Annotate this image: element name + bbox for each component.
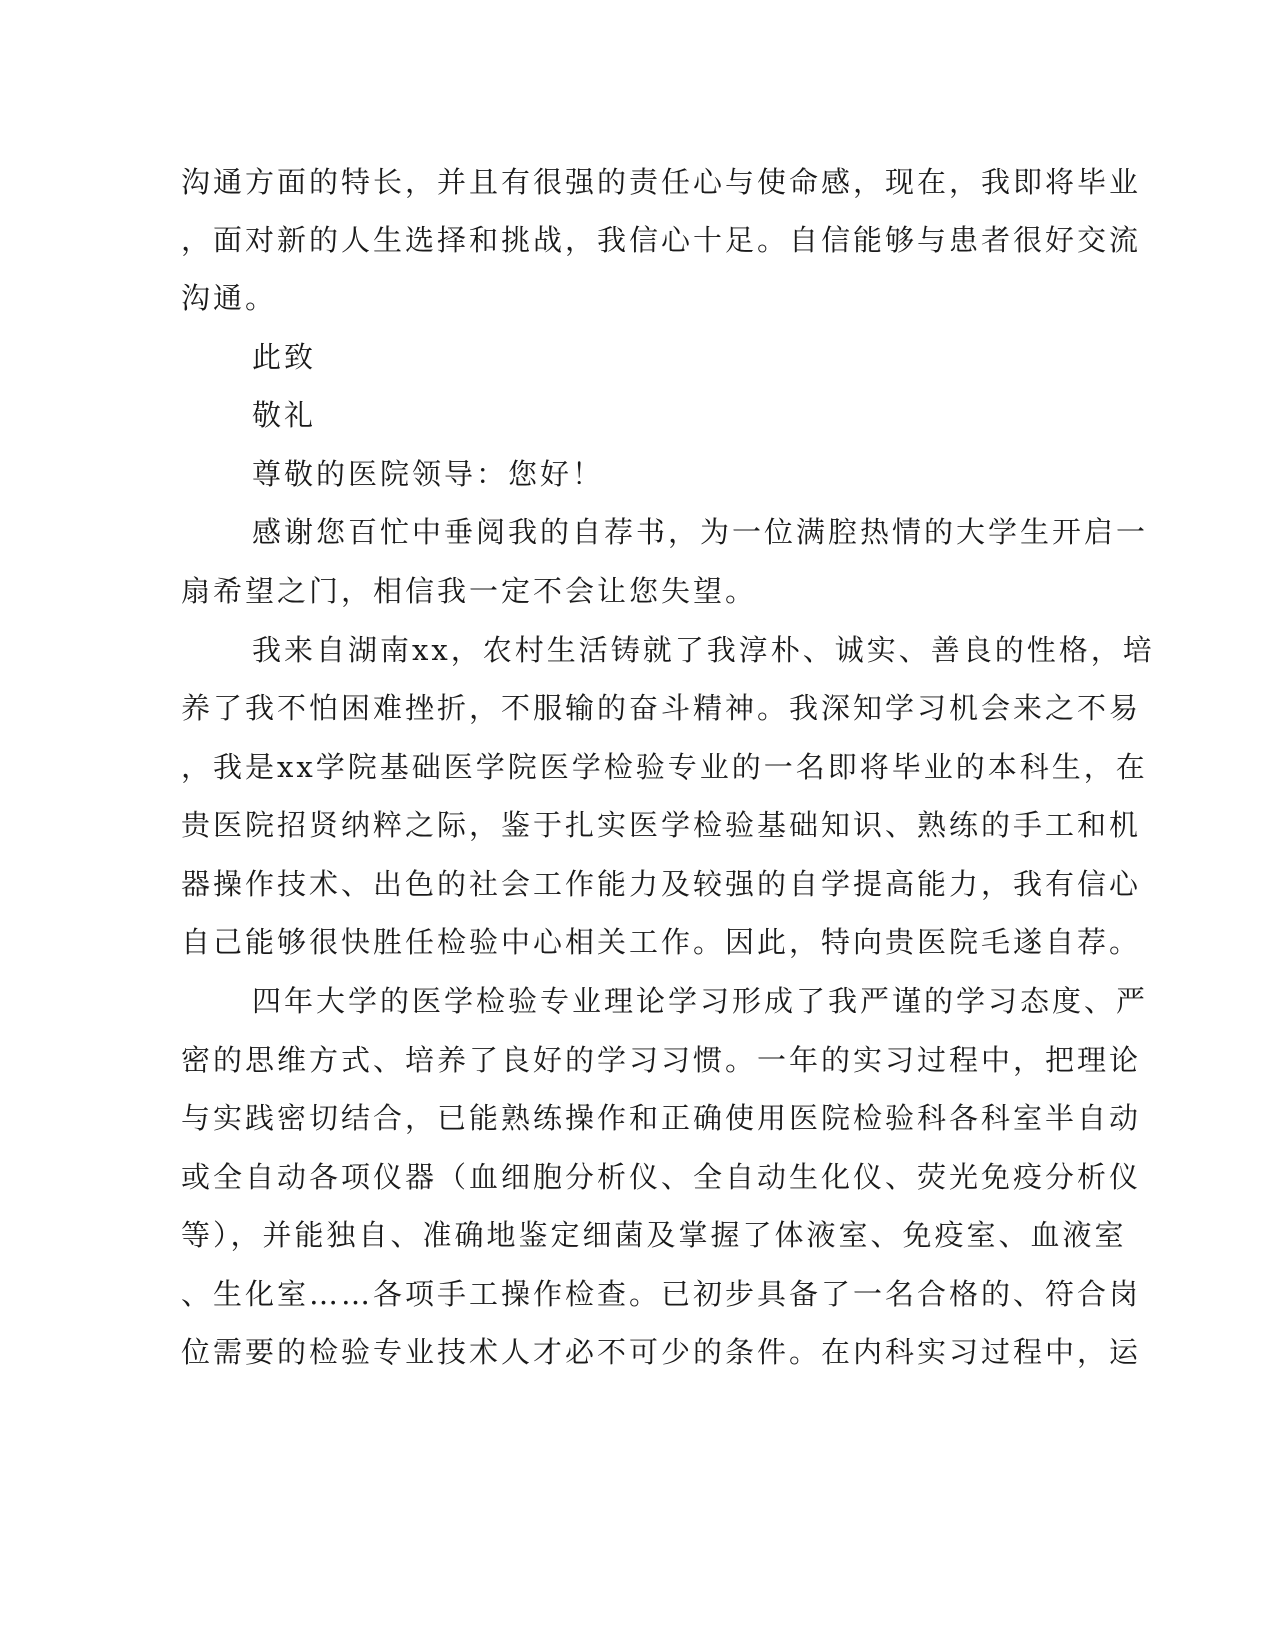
text-line: 沟通。 (181, 281, 278, 315)
text-line: 沟通方面的特长，并且有很强的责任心与使命感，现在，我即将毕业 (181, 165, 1142, 199)
text-line: 自己能够很快胜任检验中心相关工作。因此，特向贵医院毛遂自荐。 (181, 925, 1142, 959)
text-line: 位需要的检验专业技术人才必不可少的条件。在内科实习过程中，运 (181, 1335, 1142, 1369)
text-line: 或全自动各项仪器（血细胞分析仪、全自动生化仪、荧光免疫分析仪 (181, 1160, 1142, 1194)
text-line: ，我是xx学院基础医学院医学检验专业的一名即将毕业的本科生，在 (181, 750, 1148, 784)
text-line: 感谢您百忙中垂阅我的自荐书，为一位满腔热情的大学生开启一 (252, 515, 1149, 549)
text-line: 扇希望之门，相信我一定不会让您失望。 (181, 574, 758, 608)
greeting-line: 尊敬的医院领导：您好！ (252, 457, 605, 491)
text-line: 养了我不怕困难挫折，不服输的奋斗精神。我深知学习机会来之不易 (181, 691, 1142, 725)
text-line: 密的思维方式、培养了良好的学习习惯。一年的实习过程中，把理论 (181, 1043, 1142, 1077)
closing-salutation: 此致 (252, 340, 317, 374)
text-line: ，面对新的人生选择和挑战，我信心十足。自信能够与患者很好交流 (181, 223, 1142, 257)
text-line: 器操作技术、出色的社会工作能力及较强的自学提高能力，我有信心 (181, 867, 1142, 901)
text-line: 等），并能独自、准确地鉴定细菌及掌握了体液室、免疫室、血液室 (181, 1218, 1127, 1252)
text-line: 、生化室……各项手工操作检查。已初步具备了一名合格的、符合岗 (181, 1277, 1142, 1311)
text-line: 贵医院招贤纳粹之际，鉴于扎实医学检验基础知识、熟练的手工和机 (181, 808, 1142, 842)
closing-regards: 敬礼 (252, 398, 317, 432)
text-line: 我来自湖南xx，农村生活铸就了我淳朴、诚实、善良的性格，培 (252, 633, 1155, 667)
text-line: 四年大学的医学检验专业理论学习形成了我严谨的学习态度、严 (252, 984, 1149, 1018)
text-line: 与实践密切结合，已能熟练操作和正确使用医院检验科各科室半自动 (181, 1101, 1142, 1135)
